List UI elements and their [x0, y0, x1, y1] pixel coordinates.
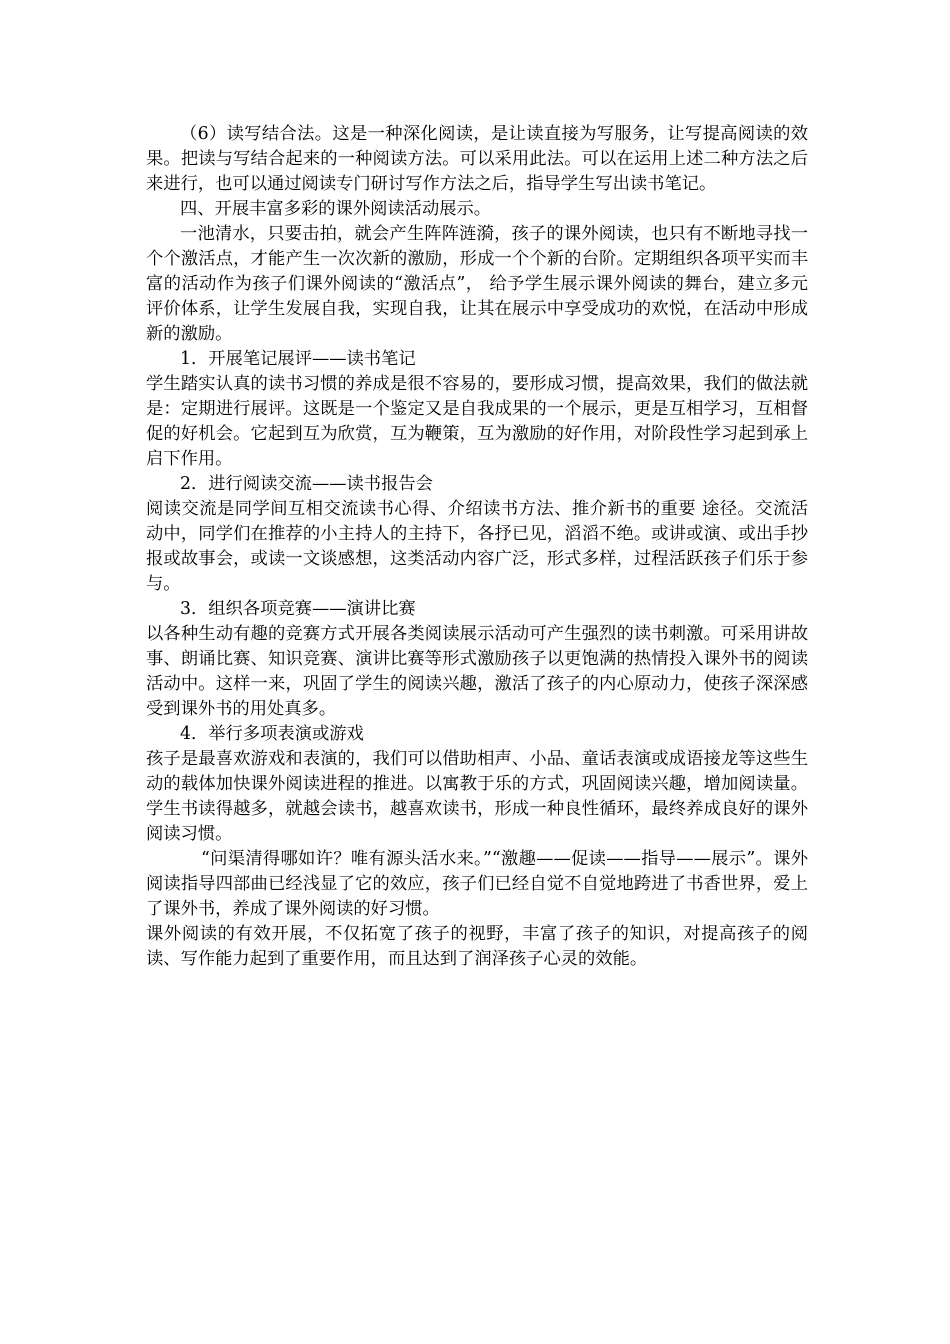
subheading-performances: 4．举行多项表演或游戏 [180, 724, 364, 744]
paragraph-reading-writing-method: （6）读写结合法。这是一种深化阅读，是让读直接为写服务，让写提高阅读的效果。把读与写结合起来的一种阅读方法。可以采用此法。可以在运用上述二种方法之后来进行，也可以通过阅读专门研讨写作方法之后，指导学生写出读书笔记。 [146, 124, 808, 194]
paragraph-performances: 孩子是最喜欢游戏和表演的，我们可以借助相声、小品、童话表演或成语接龙等这些生动的载体加快课外阅读进程的推进。以寓教于乐的方式，巩固阅读兴趣，增加阅读量。学生书读得越多，就越会读书，越喜欢读书，形成一种良性循环，最终养成良好的课外阅读习惯。 [146, 749, 808, 844]
paragraph-reading-exchange: 阅读交流是同学间互相交流读书心得、介绍读书方法、推介新书的重要 途径。交流活动中，同学们在推荐的小主持人的主持下，各抒已见，滔滔不绝。或讲或演、或出手抄报或故事会，或读一文谈感想，这类活动内容广泛，形式多样，过程活跃孩子们乐于参与。 [146, 499, 808, 594]
document-page [146, 122, 808, 972]
paragraph-notes-review: 学生踏实认真的读书习惯的养成是很不容易的，要形成习惯，提高效果，我们的做法就是：定期进行展评。这既是一个鉴定又是自我成果的一个展示，更是互相学习，互相督促的好机会。它起到互为欣赏，互为鞭策，互为激励的好作用，对阶段性学习起到承上启下作用。 [146, 374, 808, 469]
paragraph-conclusion: 课外阅读的有效开展，不仅拓宽了孩子的视野，丰富了孩子的知识，对提高孩子的阅读、写作能力起到了重要作用，而且达到了润泽孩子心灵的效能。 [146, 924, 808, 969]
paragraph-activation-points: 一池清水，只要击拍，就会产生阵阵涟漪，孩子的课外阅读，也只有不断地寻找一个个激活点，才能产生一次次新的激励，形成一个个新的台阶。定期组织各项平实而丰富的活动作为孩子们课外阅读的“激活点”， 给予学生展示课外阅读的舞台，建立多元评价体系，让学生发展自我，实现自我，让其在展示中享受成功的欢悦，在活动中形成新的激励。 [146, 224, 808, 344]
paragraph-quote-summary: “问渠清得哪如许？唯有源头活水来。”“激趣——促读——指导——展示”。课外阅读指导四部曲已经浅显了它的效应，孩子们已经自觉不自觉地跨进了书香世界，爱上了课外书，养成了课外阅读的好习惯。 [146, 849, 808, 919]
subheading-competitions: 3．组织各项竞赛——演讲比赛 [180, 599, 416, 619]
paragraph-competitions: 以各种生动有趣的竞赛方式开展各类阅读展示活动可产生强烈的读书刺激。可采用讲故事、朗诵比赛、知识竞赛、演讲比赛等形式激励孩子以更饱满的热情投入课外书的阅读活动中。这样一来，巩固了学生的阅读兴趣，激活了孩子的内心原动力，使孩子深深感受到课外书的用处真多。 [146, 624, 808, 719]
section-heading-four: 四、开展丰富多彩的课外阅读活动展示。 [180, 199, 492, 219]
subheading-reading-exchange: 2．进行阅读交流——读书报告会 [180, 474, 433, 494]
subheading-notes-review: 1．开展笔记展评——读书笔记 [180, 349, 416, 369]
